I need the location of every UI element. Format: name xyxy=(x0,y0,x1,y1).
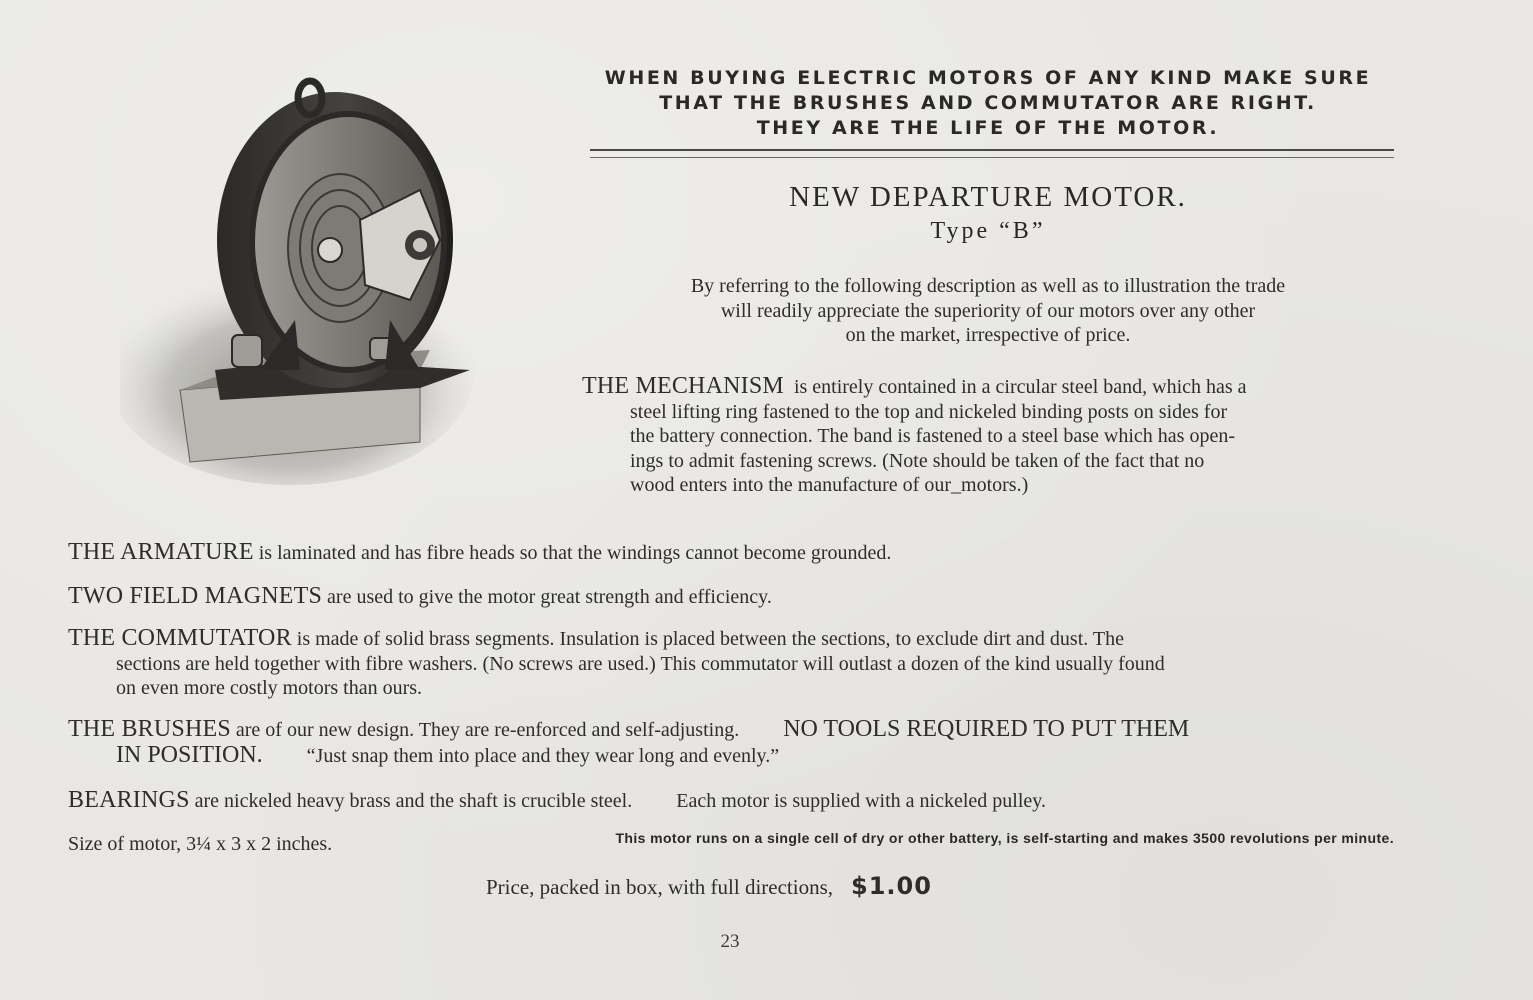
header-line-3: THEY ARE THE LIFE OF THE MOTOR. xyxy=(756,117,1220,139)
brushes-caps-1: NO TOOLS REQUIRED TO PUT THEM xyxy=(783,716,1190,742)
mechanism-line-4: ings to admit fastening screws. (Note should be taken of the fact that no xyxy=(630,449,1205,472)
header-line-1: WHEN BUYING ELECTRIC MOTORS OF ANY KIND MAKE SURE xyxy=(604,67,1372,89)
intro-line-3: on the market, irrespective of price. xyxy=(845,324,1131,346)
header-divider xyxy=(590,149,1394,158)
price-amount: $1.00 xyxy=(851,872,932,900)
motor-drawing xyxy=(120,70,480,490)
brushes-lead: THE BRUSHES xyxy=(68,716,231,742)
mechanism-paragraph xyxy=(582,374,1394,498)
mechanism-line-1: is entirely contained in a circular steel band, which has a xyxy=(793,376,1247,398)
bearings-paragraph xyxy=(68,788,1394,814)
magnets-paragraph xyxy=(68,584,1394,610)
commutator-paragraph xyxy=(68,626,1394,701)
battery-note: This motor runs on a single cell of dry or other battery, is self-starting and makes 3500 revolutions per minute. xyxy=(615,830,1394,846)
motor-size: Size of motor, 3¼ x 3 x 2 inches. xyxy=(68,833,333,855)
armature-lead: THE ARMATURE xyxy=(68,539,254,565)
page-subtitle: Type “B” xyxy=(930,218,1046,244)
magnets-lead: TWO FIELD MAGNETS xyxy=(68,583,323,609)
page-number: 23 xyxy=(720,931,740,952)
bearings-lead: BEARINGS xyxy=(68,787,190,813)
brushes-caps-2: IN POSITION. xyxy=(116,741,263,768)
commutator-lead: THE COMMUTATOR xyxy=(68,625,292,651)
page-title: NEW DEPARTURE MOTOR. xyxy=(789,181,1187,213)
price-label: Price, packed in box, with full directions, xyxy=(486,875,834,899)
commutator-line-2: sections are held together with fibre washers. (No screws are used.) This commutator will outlast a dozen of the kind usually found xyxy=(116,652,1165,675)
mechanism-lead: THE MECHANISM xyxy=(582,373,784,399)
header-notice xyxy=(582,66,1394,141)
magnets-text: are used to give the motor great strength and efficiency. xyxy=(327,586,772,608)
bearings-text-2: Each motor is supplied with a nickeled pulley. xyxy=(676,790,1046,812)
mechanism-line-3: the battery connection. The band is fastened to a steel base which has open- xyxy=(630,425,1235,447)
armature-text: is laminated and has fibre heads so that the windings cannot become grounded. xyxy=(258,542,892,564)
bearings-text-1: are nickeled heavy brass and the shaft is crucible steel. xyxy=(194,790,633,812)
commutator-line-3: on even more costly motors than ours. xyxy=(116,677,423,699)
intro-line-1: By referring to the following description as well as to illustration the trade xyxy=(690,275,1286,297)
brushes-paragraph xyxy=(68,717,1394,768)
brushes-line-1: are of our new design. They are re-enforced and self-adjusting. xyxy=(235,719,740,741)
armature-paragraph xyxy=(68,540,1394,566)
price-line xyxy=(486,872,932,900)
intro-paragraph xyxy=(582,274,1394,348)
mechanism-line-5: wood enters into the manufacture of our_motors.) xyxy=(630,474,1029,496)
mechanism-line-2: steel lifting ring fastened to the top and nickeled binding posts on sides for xyxy=(630,400,1228,423)
motor-illustration xyxy=(120,70,480,490)
header-line-2: THAT THE BRUSHES AND COMMUTATOR ARE RIGHT. xyxy=(659,92,1317,114)
intro-line-2: will readily appreciate the superiority of our motors over any other xyxy=(720,299,1256,322)
brushes-line-2: “Just snap them into place and they wear long and evenly.” xyxy=(306,744,780,767)
commutator-line-1: is made of solid brass segments. Insulation is placed between the sections, to exclude dirt and dust. The xyxy=(296,628,1125,650)
